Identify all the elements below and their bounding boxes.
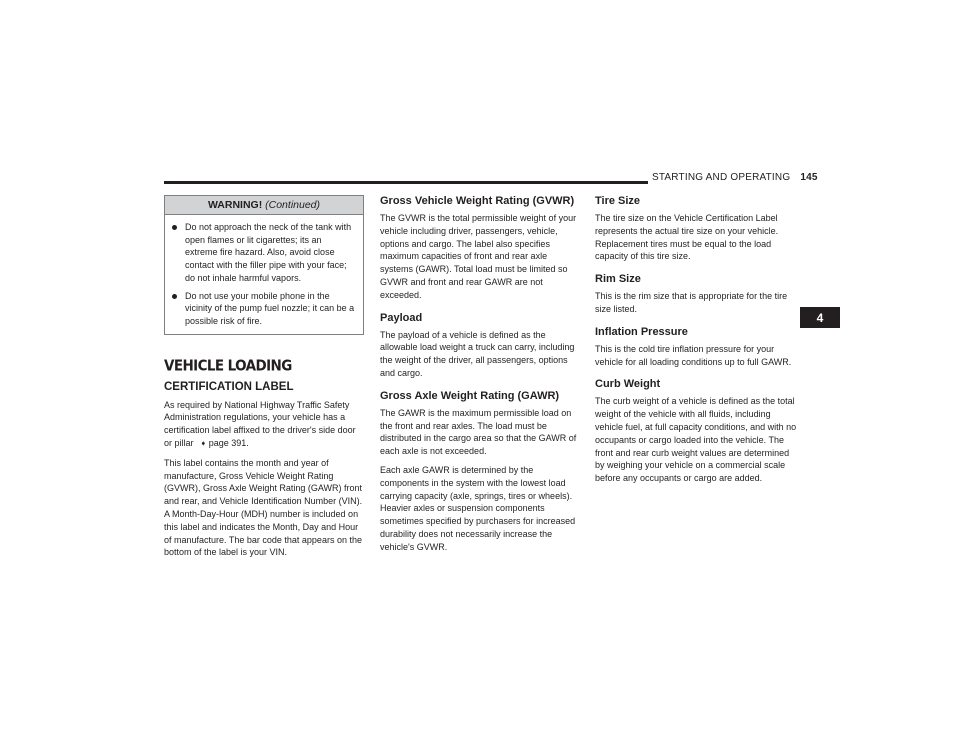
- warning-title: WARNING!: [207, 199, 263, 211]
- column-3: [595, 195, 800, 491]
- section-title: STARTING AND OPERATING: [652, 172, 791, 183]
- page-reference-link[interactable]: page 391.: [208, 438, 249, 449]
- warning-item: [171, 290, 355, 328]
- bullet-icon: [172, 225, 177, 230]
- warning-item-text: Do not use your mobile phone in the vicinity of the pump fuel nozzle; it can be a possible risk of fire.: [185, 290, 355, 326]
- chapter-tab[interactable]: 4: [800, 307, 840, 328]
- warning-header: [165, 196, 363, 215]
- warning-continued: (Continued): [265, 199, 321, 211]
- certification-text: As required by National Highway Traffic Safety Administration regulations, your vehicle has a certification label affixed to the driver's side door or pillar: [164, 399, 356, 449]
- heading-rim-size: Rim Size: [595, 273, 641, 286]
- certification-paragraph-2: This label contains the month and year of manufacture, Gross Vehicle Weight Rating (GVWR), Gross Axle Weight Rating (GAWR) front and rear, and Vehicle Identification Number (VIN). A Month-Day-Hour (MDH) number is included on this label and indicates the Month, Day and Hour of manufacture. The bar code that appears on the bottom of the label is your VIN.: [164, 457, 363, 558]
- warning-item: [171, 221, 355, 285]
- page-number: 145: [800, 172, 818, 183]
- heading-inflation-pressure: Inflation Pressure: [595, 325, 688, 338]
- rim-size-text: This is the rim size that is appropriate for the tire size listed.: [595, 291, 788, 314]
- heading-tire-size: Tire Size: [595, 195, 641, 207]
- column-1: [164, 195, 364, 565]
- heading-gvwr: Gross Vehicle Weight Rating (GVWR): [380, 195, 575, 207]
- inflation-pressure-text: This is the cold tire inflation pressure for your vehicle for all loading conditions up to full GAWR.: [595, 343, 792, 367]
- heading-curb-weight: Curb Weight: [595, 378, 661, 391]
- payload-text: The payload of a vehicle is defined as the allowable load weight a truck can carry, including the weight of the driver, all passengers, options and cargo.: [380, 329, 575, 378]
- bullet-icon: [172, 294, 177, 299]
- heading-gawr: Gross Axle Weight Rating (GAWR): [380, 389, 560, 402]
- section-heading-vehicle-loading: VEHICLE LOADING: [164, 356, 292, 375]
- tire-size-text: The tire size on the Vehicle Certification Label represents the actual tire size on your vehicle. Replacement tires must be equal to the load capacity of this tire size.: [595, 213, 779, 262]
- header-rule: [164, 181, 648, 184]
- page-header: [652, 172, 818, 183]
- arrow-right-icon: ➧: [200, 439, 207, 449]
- warning-list: [165, 215, 363, 334]
- gvwr-text: The GVWR is the total permissible weight of your vehicle including driver, passengers, vehicle, options and cargo. The label also specifies maximum capacities of front and rear axle systems (GAWR). Total load must be limited so GVWR and front and rear GAWR are not exceeded.: [380, 213, 577, 300]
- warning-box: [164, 195, 364, 335]
- warning-item-text: Do not approach the neck of the tank with open flames or lit cigarettes; its an extreme fire hazard. Also, avoid close contact with the filler pipe with your face; do not inhale harmful vapors.: [185, 222, 352, 283]
- curb-weight-text: The curb weight of a vehicle is defined as the total weight of the vehicle with all fluids, including vehicle fuel, at full capacity conditions, and with no occupants or cargo loaded into the vehicle. The front and rear curb weight values are determined by weighing your vehicle on a commercial scale before any occupants or cargo are added.: [595, 396, 797, 484]
- gawr-text-2: Each axle GAWR is determined by the components in the system with the lowest load carrying capacity (axle, springs, tires or wheels). Heavier axles or suspension components sometimes specified by purchasers for increased durability does not necessarily increase the vehicle's GVWR.: [380, 464, 576, 552]
- heading-payload: Payload: [380, 311, 423, 324]
- certification-paragraph-1: [164, 399, 364, 451]
- subheading-certification-label: CERTIFICATION LABEL: [164, 380, 294, 393]
- gawr-text-1: The GAWR is the maximum permissible load on the front and rear axles. The load must be distributed in the cargo area so that the GAWR of each axle is not exceeded.: [380, 407, 577, 457]
- column-2: [380, 195, 580, 560]
